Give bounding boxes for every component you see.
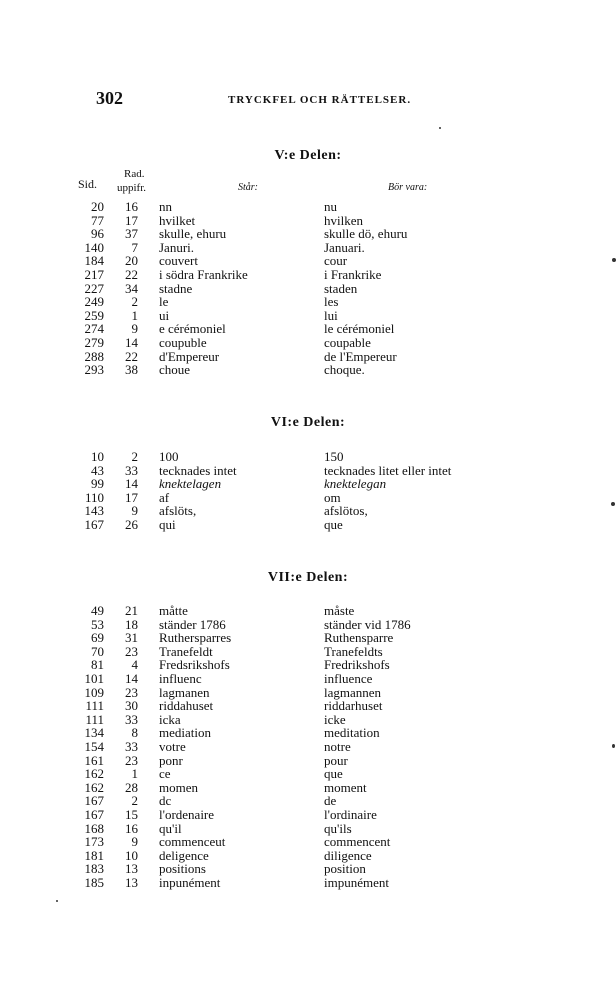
table-row: 183 13 positions position <box>84 861 366 877</box>
table-row: 288 22 d'Empereur de l'Empereur <box>84 348 397 364</box>
table-row: 70 23 Tranefeldt Tranefeldts <box>91 643 383 659</box>
table-row: 162 1 ce que <box>84 766 343 782</box>
column-head-bor: Bör vara: <box>388 182 428 193</box>
table-row: 109 23 lagmanen lagmannen <box>84 684 382 700</box>
page-header <box>0 88 616 110</box>
table-row: 154 33 votre notre <box>84 738 351 754</box>
table-row: 134 8 mediation meditation <box>84 725 380 741</box>
section-title-vii: VII:e Delen: <box>267 570 349 585</box>
table-row: 111 33 icka icke <box>85 711 346 727</box>
table-row: 167 2 dc de <box>84 793 337 809</box>
table-row: 101 14 influenc influence <box>84 670 373 686</box>
table-row: 99 14 knektelagen knektelegan <box>91 476 387 492</box>
table-row: 293 38 choue choque. <box>84 362 365 378</box>
column-head-star: Står: <box>238 182 258 193</box>
table-row: 140 7 Januri. Januari. <box>84 239 365 255</box>
table-row: 168 16 qu'il qu'ils <box>84 820 352 836</box>
column-head-rad: Rad. <box>124 168 145 180</box>
table-row: 77 17 hvilket hvilken <box>91 212 363 228</box>
table-row: 181 10 deligence diligence <box>84 847 372 863</box>
table-row: 185 13 inpunément impunément <box>84 874 389 890</box>
table-row: 111 30 riddahuset riddarhuset <box>85 698 383 714</box>
scan-speck <box>439 127 441 129</box>
table-row: 96 37 skulle, ehuru skulle dö, ehuru <box>91 226 408 242</box>
table-row: 173 9 commenceut commencent <box>84 834 391 850</box>
scan-speck <box>612 258 616 262</box>
table-row: 69 31 Ruthersparres Ruthensparre <box>91 630 394 646</box>
table-row: 162 28 momen moment <box>84 779 367 795</box>
table-row: 161 23 ponr pour <box>84 752 348 768</box>
table-row: 167 26 qui que <box>84 516 343 532</box>
table-row: 217 22 i södra Frankrike i Frankrike <box>84 266 382 282</box>
table-row: 167 15 l'ordenaire l'ordinaire <box>84 806 377 822</box>
column-head-sid: Sid. <box>78 177 98 191</box>
table-row: 53 18 ständer 1786 ständer vid 1786 <box>91 616 411 632</box>
scan-speck <box>611 502 615 506</box>
table-row: 227 34 stadne staden <box>84 280 358 296</box>
table-row: 259 1 ui lui <box>84 307 338 323</box>
table-row: 49 21 måtte måste <box>91 603 355 618</box>
errata-table-v <box>0 200 616 377</box>
column-head-uppifr: uppifr. <box>117 182 147 194</box>
table-row: 43 33 tecknades intet tecknades litet eller intet <box>91 462 452 478</box>
table-row: 249 2 le les <box>84 294 339 310</box>
table-row: 184 20 couvert cour <box>84 253 348 269</box>
running-title: TRYCKFEL OCH RÄTTELSER. <box>228 94 412 106</box>
scan-speck <box>56 900 58 902</box>
table-row: 110 17 af om <box>84 489 341 505</box>
table-row: 20 16 nn nu <box>91 199 337 214</box>
table-row: 274 9 e cérémoniel le cérémoniel <box>84 321 395 337</box>
table-row: 143 9 afslöts, afslötos, <box>84 503 368 519</box>
table-row: 279 14 coupuble coupable <box>84 334 371 350</box>
errata-table-vii <box>0 604 616 889</box>
section-title-v: V:e Delen: <box>274 148 342 163</box>
section-title-vi: VI:e Delen: <box>270 415 346 430</box>
errata-table-vi <box>0 450 616 532</box>
table-row: 10 2 100 150 <box>91 449 344 464</box>
scan-speck <box>612 744 615 748</box>
table-row: 81 4 Fredsrikshofs Fredrikshofs <box>91 657 390 673</box>
page-number: 302 <box>96 88 123 108</box>
